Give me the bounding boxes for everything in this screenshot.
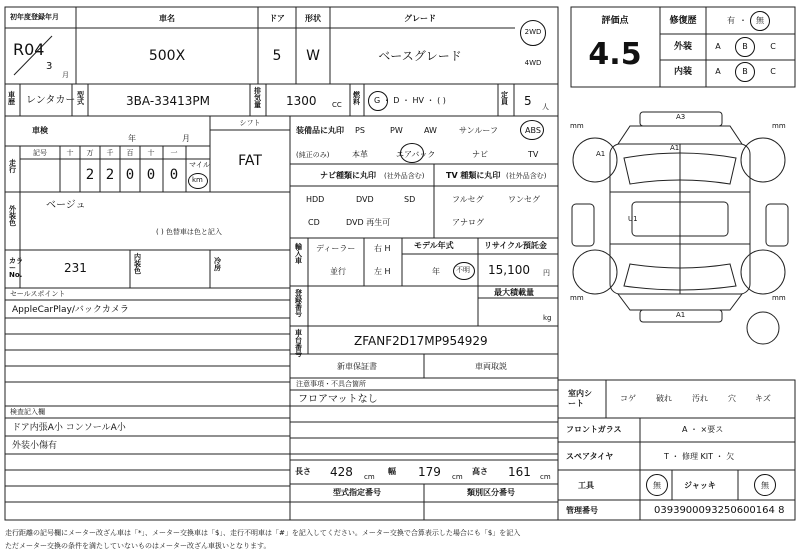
cc-unit: CC [332,101,342,109]
mileage-digit: 0 [125,167,135,183]
width-unit: cm [452,473,463,481]
seat-hole: 穴 [728,394,736,403]
mileage-digit: 0 [146,167,156,183]
tv-oneseg: ワンセグ [508,195,540,204]
equip-abs: ABS [525,126,541,135]
equip-aw: AW [424,126,437,135]
notes-value: フロアマットなし [298,394,378,405]
kg-unit: kg [543,314,552,322]
navi-hdd: HDD [306,195,325,204]
windshield-label: フロントガラス [566,425,622,434]
navi-dvd-play: DVD 再生可 [346,218,391,227]
chassis-value: ZFANF2D17MP954929 [354,334,488,348]
digit-header: 百 [126,149,134,157]
new-car-warranty: 新車保証書 [337,362,377,371]
tools-label: 工具 [578,481,594,490]
length-label: 長さ [295,467,311,476]
navi-title: ナビ種類に丸印 [320,171,376,180]
left-handle: 左 H [374,267,391,276]
chassis-label: 車台番号 [295,329,302,358]
recycle-value: 15,100 [488,263,530,277]
mileage-label: 走行 [9,159,16,174]
interior-label: 内装 [673,67,693,77]
car-name-label: 車名 [159,14,175,23]
reg-no-label: 登録番号 [295,289,302,318]
tools-value: 無 [653,481,661,490]
length-value: 428 [330,465,353,479]
drive-2wd: 2WD [524,28,542,36]
exterior-grade-c: C [770,42,776,51]
right-handle: 右 H [374,244,391,253]
mm-label: mm [772,294,786,302]
damage-mark-a1-front: A1 [670,144,680,152]
exterior-label: 外装 [673,42,693,52]
door-label: ドア [269,14,285,23]
exterior-grade-b: B [742,42,748,51]
jack-value: 無 [761,481,769,490]
dot-sep: ・ [739,16,747,25]
equip-airbag: エアバック [396,150,436,159]
color-no-label: カラーNo. [9,257,23,279]
shaken-month-unit: 月 [182,134,190,143]
shaken-year-unit: 年 [128,134,136,143]
interior-grade-c: C [770,67,776,76]
capacity-label: 定員 [501,91,508,106]
mm-label: mm [570,294,584,302]
car-name: 500X [148,48,186,64]
class-no-label: 類別区分番号 [467,488,515,497]
mileage-digit: 2 [105,167,115,183]
import-dealer: ディーラー [316,244,356,253]
model-year-unit: 年 [432,267,440,276]
grade-label: グレード [404,14,436,23]
max-load-label: 最大積載量 [494,288,534,297]
height-value: 161 [508,465,531,479]
width-label: 幅 [388,467,396,476]
seat-scratch: キズ [755,394,771,403]
displacement-value: 1300 [286,94,317,108]
repair-yes: 有 [727,16,735,25]
digit-header: 十 [66,149,74,157]
digit-header: 記号 [33,149,47,157]
digit-header: 一 [170,149,178,157]
exterior-grade-a: A [715,42,721,51]
damage-mark-u1: U1 [628,215,638,223]
km-label: km [192,176,203,184]
fuel-label: 燃料 [353,91,360,106]
seat-burn: コゲ [620,394,636,403]
length-unit: cm [364,473,375,481]
mileage-digit: 2 [85,167,95,183]
equip-pw: PW [390,126,403,135]
type-no-label: 型式指定番号 [333,488,381,497]
equipment-title: 装備品に丸印 [296,126,344,135]
navi-note: (社外品含む) [384,172,425,180]
interior-color-label: 内装色 [134,253,141,275]
notes-label: 注意事項・不具合箇所 [296,380,366,388]
capacity-value: 5 [524,94,532,108]
footer-note-1: 走行距離の記号欄にメーター改ざん車は「*」、メーター交換車は「$」、走行不明車は「#」を記入してください。メーター交換で合算表示した場合にも「$」を記入 [5,529,521,537]
equipment-subtitle: (純正のみ) [296,151,330,159]
interior-grade-b: B [742,67,748,76]
tv-note: (社外品含む) [506,172,547,180]
model-year-label: モデル年式 [414,241,454,250]
equip-ps: PS [355,126,365,135]
check-line-1: ドア内張A小 コンソールA小 [12,423,126,433]
mm-label: mm [772,122,786,130]
shape-value: W [306,48,320,64]
windshield-options: A ・ ×要ス [682,425,724,434]
drive-4wd: 4WD [524,59,542,67]
import-label: 輸入車 [295,243,302,265]
seat-dirt: 汚れ [692,394,708,403]
category-value: レンタカー [26,95,76,106]
first-reg-month: 3 [46,61,53,72]
door-count: 5 [272,48,282,64]
digit-header: 万 [86,149,94,157]
navi-dvd: DVD [356,195,374,204]
shape-label: 形状 [305,14,321,23]
recycle-label: リサイクル預託金 [484,241,547,250]
color-no-value: 231 [64,261,87,275]
damage-mark-a1-rear: A1 [676,311,686,319]
equip-leather: 本革 [352,150,368,159]
damage-mark-a3: A3 [676,113,686,121]
category-label: 車歴 [8,91,15,106]
tv-analog: アナログ [452,218,484,227]
shift-label: シフト [239,119,261,127]
height-unit: cm [540,473,551,481]
color-change-note: ( ) 色替車は色と記入 [156,228,222,236]
displacement-label: 排気量 [254,87,261,109]
exterior-color-label: 外装色 [9,205,16,227]
sales-point-text: AppleCarPlay/バックカメラ [12,305,129,315]
damage-mark-a1-left: A1 [596,150,606,158]
digit-header: 千 [106,149,114,157]
model-value: 3BA-33413PM [126,94,210,108]
person-unit: 人 [542,103,549,111]
equip-navi: ナビ [472,150,488,159]
exterior-color-value: ベージュ [46,200,86,211]
equip-sunroof: サンルーフ [459,126,498,135]
repair-none: 無 [756,16,764,25]
yen-unit: 円 [543,269,550,277]
check-line-2: 外装小傷有 [12,441,58,451]
import-parallel: 並行 [330,267,346,276]
first-reg-label: 初年度登録年月 [10,13,59,21]
mm-label: mm [570,122,584,130]
car-body-diagram [560,104,798,366]
spare-label: スペアタイヤ [566,452,614,461]
navi-cd: CD [308,218,320,227]
seat-tear: 破れ [656,394,672,403]
repair-label: 修復歴 [669,16,697,26]
mgmt-label: 管理番号 [566,506,598,515]
tv-title: TV 種類に丸印 [446,171,501,180]
grade-value: ベースグレード [378,49,462,63]
digit-header: 十 [147,149,155,157]
shaken-label: 車検 [32,126,48,135]
width-value: 179 [418,465,441,479]
mgmt-value: 0393900093250600164 8 [654,505,785,516]
aircon-label: 冷房 [214,257,221,272]
navi-sd: SD [404,195,416,204]
tv-fullseg: フルセグ [452,195,484,204]
seat-label: 室内シート [568,389,592,409]
sales-point-label: セールスポイント [10,290,66,298]
score-value: 4.5 [588,37,642,72]
equip-tv: TV [528,150,539,159]
height-label: 高さ [472,467,488,476]
shift-value: FAT [238,153,262,169]
month-unit: 月 [62,71,69,79]
first-reg-era: R04 [13,40,45,59]
model-year-unknown: 不明 [456,266,470,274]
footer-note-2: ただメーター交換の条件を満たしていないものはメーター改ざん車扱いとなります。 [5,542,271,550]
mileage-digit: 0 [169,167,179,183]
model-label: 型式 [77,91,84,106]
interior-grade-a: A [715,67,721,76]
score-label: 評価点 [601,16,629,26]
check-label: 検査記入欄 [10,408,45,416]
jack-label: ジャッキ [684,481,716,490]
owner-manual: 車両取説 [475,362,507,371]
mile-label: マイル [189,161,210,169]
fuel-options: G ・ D ・ HV ・ ( ) [374,96,446,105]
spare-options: T ・ 修理 KIT ・ 欠 [664,452,735,461]
